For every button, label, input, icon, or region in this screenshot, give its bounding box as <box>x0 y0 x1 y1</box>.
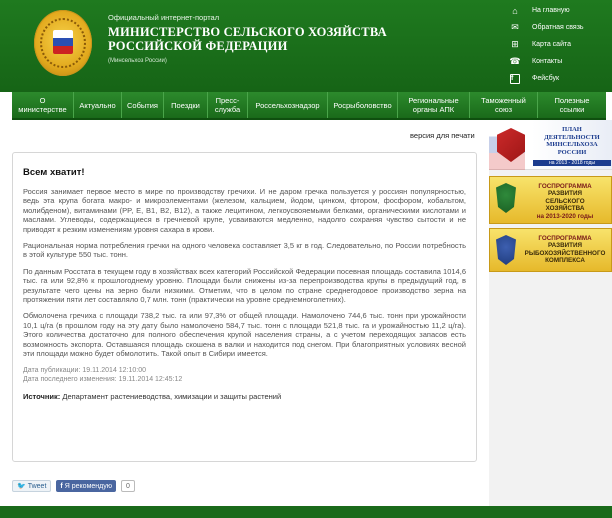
tweet-button[interactable] <box>12 480 51 492</box>
social-buttons <box>12 480 135 492</box>
nav-item-label: Пресс- <box>215 96 240 105</box>
facebook-recommend-button[interactable] <box>56 480 116 492</box>
home-icon: ⌂ <box>512 5 518 16</box>
activity-plan-text <box>533 126 611 156</box>
home-link-label: На главную <box>532 7 570 14</box>
emblem-icon <box>496 235 516 265</box>
nav-item-customs[interactable] <box>470 92 538 118</box>
nav-item-about[interactable] <box>12 92 74 118</box>
footer-bar <box>0 506 612 518</box>
facebook-link-label: Фейсбук <box>532 75 560 82</box>
article-panel <box>12 152 477 462</box>
ministry-title[interactable] <box>108 25 387 53</box>
banner-line: РОССИИ <box>557 148 587 156</box>
nav-item-label: Поездки <box>171 100 200 110</box>
contacts-link[interactable] <box>508 53 612 70</box>
nav-item-regional[interactable] <box>398 92 470 118</box>
ministry-logo[interactable] <box>34 10 92 76</box>
nav-item-label: органы АПК <box>412 105 455 114</box>
facebook-count: 0 <box>121 480 135 492</box>
ministry-title-line2: РОССИЙСКОЙ ФЕДЕРАЦИИ <box>108 39 288 53</box>
ministry-short-name: (Минсельхоз России) <box>108 58 167 64</box>
emblem-icon <box>496 183 516 213</box>
nav-item-label: Полезные <box>554 96 590 105</box>
banner-line: ПЛАН <box>562 126 582 133</box>
twitter-bird-icon: 🐦 <box>17 483 26 490</box>
banner-line: РЫБОХОЗЯЙСТВЕННОГО <box>524 249 606 257</box>
header-links <box>508 2 612 87</box>
home-link[interactable] <box>508 2 612 19</box>
flag-shield-icon <box>53 30 73 54</box>
nav-item-rosselkhoznadzor[interactable] <box>248 92 328 118</box>
nav-item-label: Росрыболовство <box>333 100 392 110</box>
banner-line: ДЕЯТЕЛЬНОСТИ <box>544 133 600 141</box>
article-paragraph: Рациональная норма потребления гречки на одного человека составляет 3,5 кг в год. Следовательно, по России потребность в этой культуре 550 тыс. тонн. <box>23 241 466 260</box>
nav-item-label: Таможенный <box>481 96 526 105</box>
agriculture-program-banner[interactable] <box>489 176 612 224</box>
portal-label: Официальный интернет-портал <box>108 13 220 22</box>
nav-item-trips[interactable] <box>164 92 208 118</box>
nav-item-label: служба <box>214 105 241 114</box>
site-header <box>0 0 612 92</box>
banner-line: МИНСЕЛЬХОЗА <box>546 141 598 149</box>
banner-line: КОМПЛЕКСА <box>545 257 585 265</box>
nav-item-label: ссылки <box>559 105 585 114</box>
nav-item-label: О <box>39 96 46 105</box>
envelope-icon: ✉ <box>511 22 519 32</box>
main-nav <box>12 92 606 120</box>
source-label: Источник: <box>23 391 61 401</box>
agriculture-program-text <box>520 183 610 220</box>
sitemap-link[interactable] <box>508 36 612 53</box>
modified-date: Дата последнего изменения: 19.11.2014 12:45:12 <box>23 375 183 383</box>
banner-line: ХОЗЯЙСТВА <box>545 205 585 213</box>
nav-item-links[interactable] <box>538 92 606 118</box>
article-title: Всем хватит! <box>23 167 85 178</box>
banner-line: РАЗВИТИЯ <box>547 242 583 250</box>
facebook-icon: f <box>508 73 522 85</box>
nav-item-label: Региональные <box>408 96 459 105</box>
facebook-recommend-label: Я рекомендую <box>64 482 112 490</box>
nav-item-label: Актуально <box>79 100 116 110</box>
sidebar <box>489 120 612 506</box>
activity-plan-banner[interactable] <box>489 120 612 170</box>
sitemap-icon: ⊞ <box>511 39 519 49</box>
banner-line: РАЗВИТИЯ <box>547 190 583 198</box>
banner-line: на 2013-2020 годы <box>536 212 594 220</box>
nav-item-press[interactable] <box>208 92 248 118</box>
nav-item-label: События <box>127 100 158 110</box>
article-paragraph: Обмолочена гречиха с площади 738,2 тыс. га или 97,3% от общей площади. Намолочено 744,6 тыс. тонн при урожайности 10,1 ц/га (в прошлом году на эту дату было намолочено 584,7 тыс. тонн с площади 521,8 тыс. га и урожайностью 11,2 ц/га). Этого количества достаточно для полного обеспечения крупой населения страны, а с учетом переходящих запасов есть возможность экспорта. Оставшаяся площадь скошена в валки и находится под снегом. При благоприятных условиях весной эти площади можно будет обмолотить. Такой опыт в Сибири имеется. <box>23 311 466 359</box>
contacts-link-label: Контакты <box>532 58 563 65</box>
facebook-link[interactable] <box>508 70 612 87</box>
banner-line: ГОСПРОГРАММА <box>538 235 592 242</box>
article-paragraph: По данным Росстата в текущем году в хозяйствах всех категорий Российской Федерации посевная площадь составила 1014,6 тыс. га или 92,8% к прошлогоднему уровню. Площади были снижены из-за перепроизводства крупы в предыдущий год, в результате чего цены на зерно были низкими. Отметим, что в целом по стране среднегодовое производство зерна на протяжении пяти лет составляло 0,7 млн. тонн (практически на уровне среднемноголетних). <box>23 266 466 305</box>
print-version-link[interactable]: версия для печати <box>410 131 475 140</box>
fishery-program-text <box>520 235 610 265</box>
nav-item-events[interactable] <box>122 92 164 118</box>
banner-line: ГОСПРОГРАММА <box>538 183 592 190</box>
article-paragraph: Россия занимает первое место в мире по производству гречихи. И не даром гречка пользуется у россиян популярностью, ведь эта крупа богата макро- и микроэлементами (железом, кальцием, йодом, цинком, фтором, фосфором, кобальтом, молибденом), витаминами (PP, E, B1, B2, B12), а также лецитином, легкоусвояемыми белками, органическими кислотами и маслами. Углеводы, содержащиеся в гречневой крупе, усваиваются медленно, надолго сохраняя чувство сытости и не приводят к резким изменениям уровня сахара в крови. <box>23 187 466 234</box>
banner-line: СЕЛЬСКОГО <box>545 197 585 205</box>
sitemap-link-label: Карта сайта <box>532 41 571 48</box>
nav-item-rosrybolovstvo[interactable] <box>328 92 398 118</box>
activity-plan-years: на 2013 - 2018 годы <box>533 160 611 166</box>
nav-item-label: министерстве <box>18 105 67 114</box>
facebook-icon: f <box>60 482 63 490</box>
ministry-title-line1: МИНИСТЕРСТВО СЕЛЬСКОГО ХОЗЯЙСТВА <box>108 25 387 39</box>
tweet-label: Tweet <box>27 482 47 490</box>
nav-item-label: союз <box>494 105 513 114</box>
article-source <box>23 392 466 401</box>
feedback-link[interactable] <box>508 19 612 36</box>
nav-item-label: Россельхознадзор <box>255 100 320 110</box>
source-value: Департамент растениеводства, химизации и защиты растений <box>62 391 282 401</box>
fishery-program-banner[interactable] <box>489 228 612 272</box>
phone-icon: ☎ <box>509 56 521 66</box>
publish-date: Дата публикации: 19.11.2014 12:10:00 <box>23 366 147 374</box>
nav-item-actual[interactable] <box>74 92 122 118</box>
feedback-link-label: Обратная связь <box>532 24 584 31</box>
